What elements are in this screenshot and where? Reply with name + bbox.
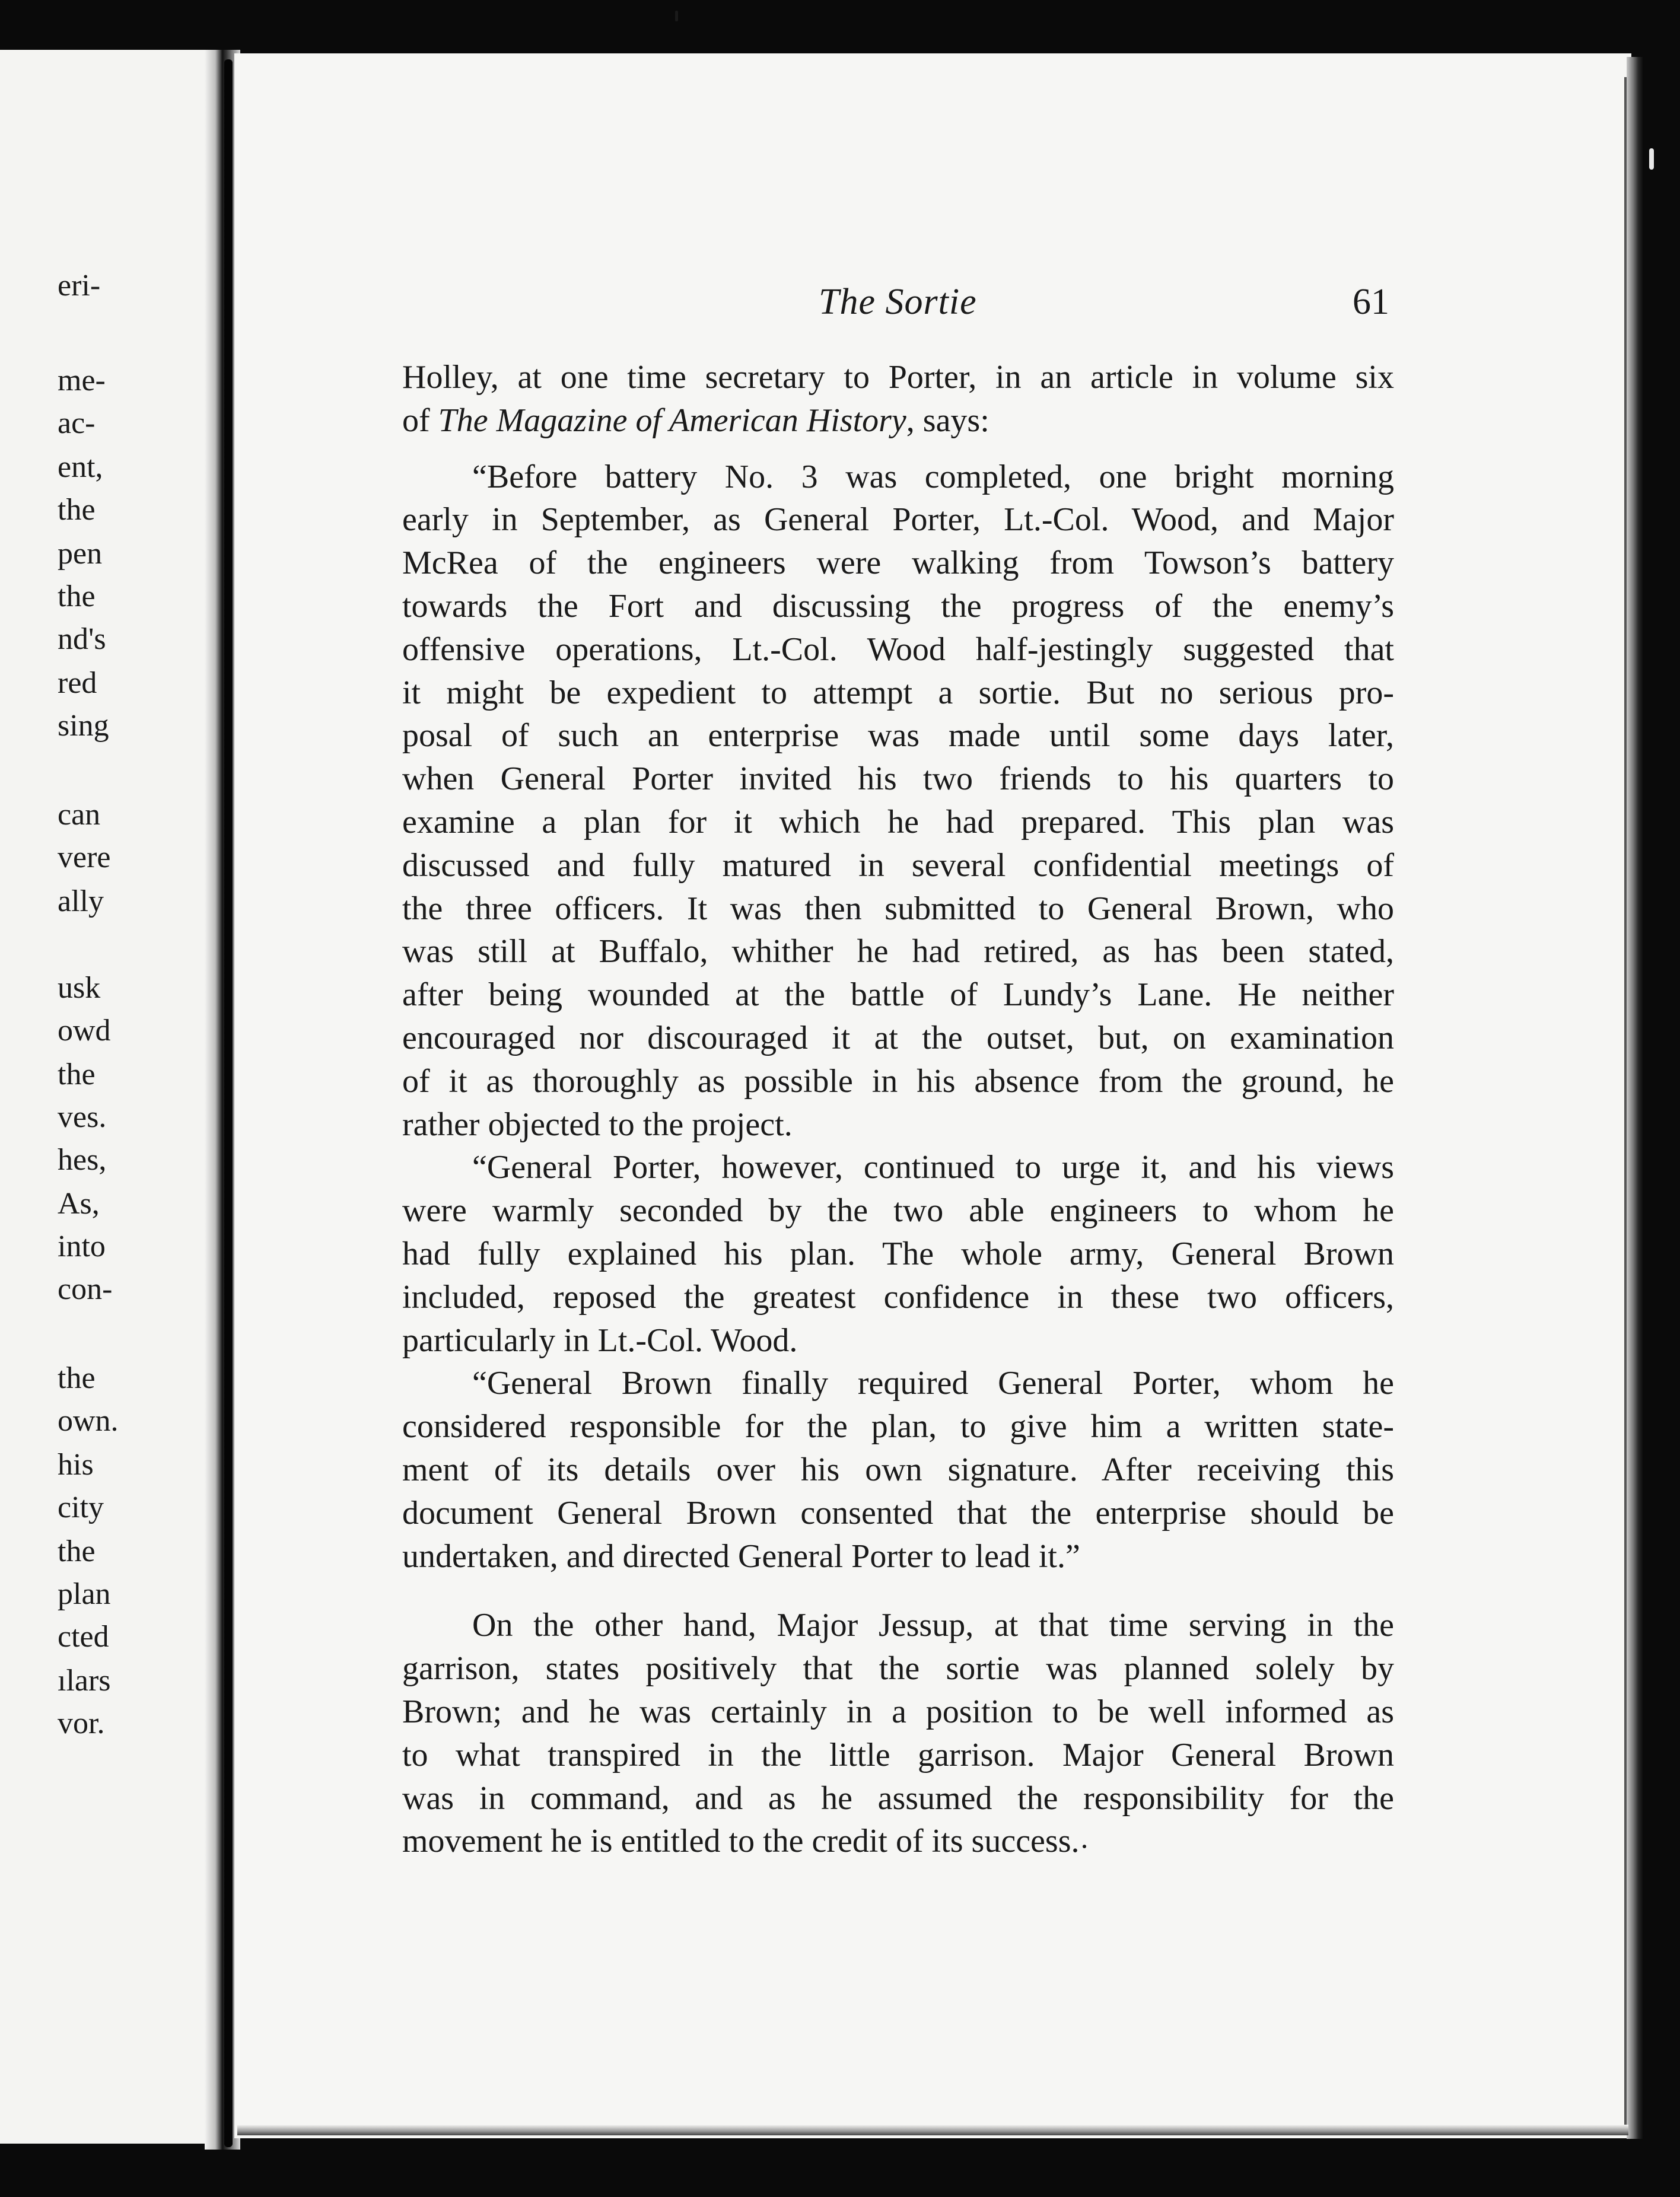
page-edge (1627, 57, 1643, 2139)
text-line: were warmly seconded by the two able engineers to whom he (402, 1192, 1394, 1230)
text-line: discussed and fully matured in several confidential meetings of (402, 846, 1394, 884)
left-page-fragment-text: usk (58, 971, 101, 1005)
left-page-fragment-text: city (58, 1491, 104, 1524)
text-line: towards the Fort and discussing the progress of the enemy’s (402, 587, 1394, 625)
text-line: encouraged nor discouraged it at the outset, but, on examination (402, 1019, 1394, 1056)
text-line: On the other hand, Major Jessup, at that time serving in the (472, 1607, 1394, 1644)
text-line: “General Porter, however, continued to urge it, and his views (472, 1149, 1394, 1186)
left-page-fragment-text: ves. (58, 1100, 107, 1134)
left-page-fragment-text: sing (58, 709, 109, 743)
text-line: posal of such an enterprise was made until some days later, (402, 717, 1394, 754)
scan-speck (675, 11, 678, 21)
left-page-fragment-text: ılars (58, 1664, 111, 1698)
text-line: McRea of the engineers were walking from Towson’s battery (402, 545, 1394, 582)
left-page-fragment-text: his (58, 1448, 94, 1482)
left-page-fragment-text: the (58, 1534, 96, 1568)
text-line: Holley, at one time secretary to Porter, in an article in volume six (402, 359, 1394, 396)
left-page-fragment-text: the (58, 1058, 96, 1091)
text-line: of it as thoroughly as possible in his absence from the ground, he (402, 1062, 1394, 1100)
text-line: had fully explained his plan. The whole army, General Brown (402, 1235, 1394, 1272)
page-body (402, 356, 1394, 1863)
text-line: it might be expedient to attempt a sortie. But no serious pro- (402, 674, 1394, 711)
left-page-fragment-text: nd's (58, 622, 106, 656)
left-page-fragment-text: ac- (58, 406, 96, 440)
text-line: to what transpired in the little garrison. Major General Brown (402, 1736, 1394, 1773)
text-line: was in command, and as he assumed the responsibility for the (402, 1779, 1394, 1817)
left-page-fragment-text: the (58, 580, 96, 613)
text-run: of (402, 402, 438, 439)
text-line: the three officers. It was then submitted to General Brown, who (402, 890, 1394, 927)
closing-paragraph (402, 1604, 1394, 1863)
text-line: document General Brown consented that the enterprise should be (402, 1494, 1394, 1531)
text-line: “General Brown finally required General Porter, whom he (472, 1365, 1394, 1402)
text-line: garrison, states positively that the sortie was planned solely by (402, 1650, 1394, 1687)
text-line: considered responsible for the plan, to give him a written state- (402, 1408, 1394, 1445)
left-page-fragment-text: pen (58, 537, 103, 571)
left-page-fragment-text: ally (58, 884, 104, 918)
text-line: Brown; and he was certainly in a position to be well informed as (402, 1693, 1394, 1730)
journal-title: The Magazine of American History (438, 402, 906, 439)
left-page-fragment-text: into (58, 1230, 106, 1263)
text-line: ment of its details over his own signature. After receiving this (402, 1451, 1394, 1488)
scan-speck (1649, 148, 1654, 170)
left-page-fragment-text: the (58, 493, 96, 527)
left-page-text-fragments (0, 50, 217, 2144)
text-line: examine a plan for it which he had prepared. This plan was (402, 803, 1394, 840)
text-run: , says: (906, 402, 989, 439)
text-line: offensive operations, Lt.-Col. Wood half-jestingly suggested that (402, 631, 1394, 668)
scan-speck (1083, 1845, 1086, 1848)
left-page-fragment-text: me- (58, 364, 106, 397)
left-page-fragment-text: As, (58, 1187, 100, 1221)
text-line: when General Porter invited his two friends to his quarters to (402, 760, 1394, 798)
running-title: The Sortie (819, 282, 977, 322)
intro-paragraph (402, 356, 1394, 442)
page-bottom-edge (237, 2125, 1628, 2135)
text-line: early in September, as General Porter, Lt.-Col. Wood, and Major (402, 501, 1394, 539)
left-page-fragment-text: vor. (58, 1706, 105, 1740)
text-line (402, 399, 1394, 442)
page-number: 61 (1353, 282, 1389, 322)
text-line: included, reposed the greatest confidence in these two officers, (402, 1278, 1394, 1316)
text-line: movement he is entitled to the credit of its success. (402, 1823, 1080, 1860)
text-line: after being wounded at the battle of Lundy’s Lane. He neither (402, 976, 1394, 1014)
left-page-fragment-text: hes, (58, 1143, 107, 1177)
left-page-fragment-text: ent, (58, 450, 103, 484)
left-page-fragment-text: red (58, 666, 97, 700)
text-line: “Before battery No. 3 was completed, one bright morning (472, 458, 1394, 495)
running-head (234, 281, 1631, 329)
text-line: rather objected to the project. (402, 1106, 793, 1143)
quote-paragraph-1 (402, 456, 1394, 1147)
text-line: was still at Buffalo, whither he had retired, as has been stated, (402, 933, 1394, 970)
quote-paragraph-3 (402, 1362, 1394, 1578)
left-page-fragment-text: plan (58, 1577, 111, 1611)
left-page-fragment-text: owd (58, 1014, 111, 1047)
left-page-fragment-text: eri- (58, 269, 101, 303)
left-page-fragment-text: the (58, 1361, 96, 1395)
text-line: particularly in Lt.-Col. Wood. (402, 1322, 798, 1359)
quote-paragraph-2 (402, 1146, 1394, 1362)
book-page (234, 53, 1631, 2138)
left-page-fragment-text: own. (58, 1404, 119, 1438)
left-page-fragment-text: con- (58, 1272, 113, 1306)
left-page-fragment (0, 50, 217, 2144)
left-page-fragment-text: vere (58, 840, 111, 874)
text-line: undertaken, and directed General Porter to lead it.” (402, 1537, 1080, 1575)
left-page-fragment-text: cted (58, 1620, 109, 1654)
left-page-fragment-text: can (58, 798, 101, 832)
binding-shadow (224, 59, 233, 2147)
